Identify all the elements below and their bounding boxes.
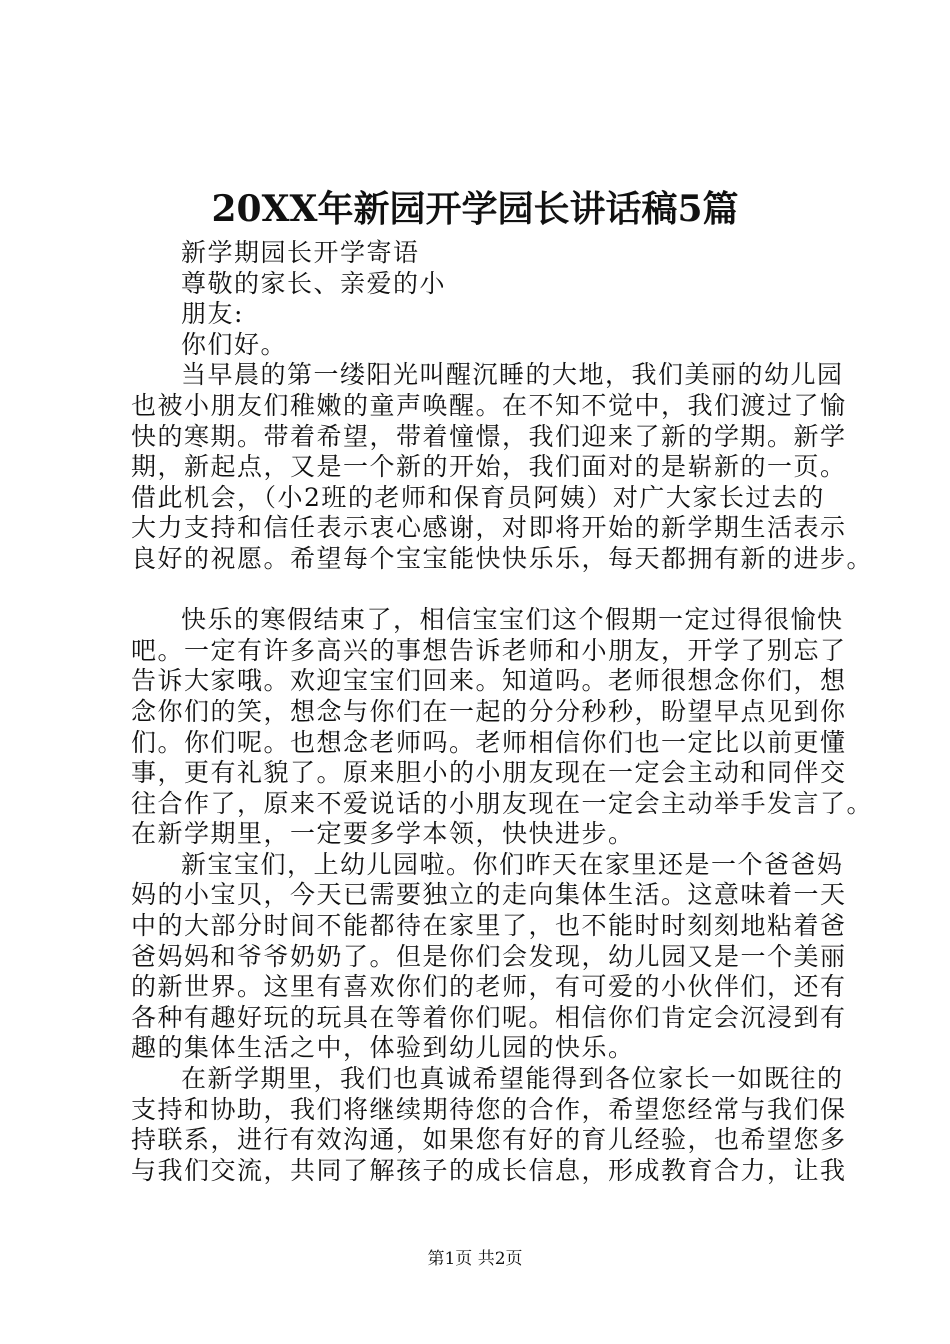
paragraph-gap <box>131 575 851 606</box>
paragraph-line: 的新世界。这里有喜欢你们的老师，有可爱的小伙伴们，还有 <box>131 972 847 1002</box>
paragraph-line: 往合作了，原来不爱说话的小朋友现在一定会主动举手发言了。 <box>131 788 874 818</box>
greeting-line: 你们好。 <box>181 329 288 359</box>
body-text <box>131 238 874 1186</box>
page-footer: 第1页 共2页 <box>427 1249 523 1269</box>
paragraph-line: 与我们交流，共同了解孩子的成长信息，形成教育合力，让我 <box>131 1155 847 1185</box>
paragraph-line: 念你们的笑，想念与你们在一起的分分秒秒，盼望早点见到你 <box>131 696 847 726</box>
paragraph-line: 良好的祝愿。希望每个宝宝能快快乐乐，每天都拥有新的进步。 <box>131 543 874 573</box>
paragraph-line: 期，新起点，又是一个新的开始，我们面对的是崭新的一页。 <box>131 452 847 482</box>
paragraph-line: 当早晨的第一缕阳光叫醒沉睡的大地，我们美丽的幼儿园 <box>181 360 844 390</box>
paragraph-line: 在新学期里，一定要多学本领，快快进步。 <box>131 819 635 849</box>
salutation-line: 尊敬的家长、亲爱的小 <box>181 268 447 298</box>
paragraph-line: 各种有趣好玩的玩具在等着你们呢。相信你们肯定会沉浸到有 <box>131 1002 847 1032</box>
paragraph-line: 们。你们呢。也想念老师吗。老师相信你们也一定比以前更懂 <box>131 727 847 757</box>
paragraph-line: 在新学期里，我们也真诚希望能得到各位家长一如既往的 <box>181 1064 844 1094</box>
paragraph-line: 支持和协助，我们将继续期待您的合作，希望您经常与我们保 <box>131 1094 847 1124</box>
paragraph-line: 趣的集体生活之中，体验到幼儿园的快乐。 <box>131 1033 635 1063</box>
paragraph-line: 也被小朋友们稚嫩的童声唤醒。在不知不觉中，我们渡过了愉 <box>131 390 847 420</box>
paragraph-line: 大力支持和信任表示衷心感谢，对即将开始的新学期生活表示 <box>131 513 847 543</box>
paragraph-line: 持联系，进行有效沟通，如果您有好的育儿经验，也希望您多 <box>131 1125 847 1155</box>
paragraph-line: 妈的小宝贝，今天已需要独立的走向集体生活。这意味着一天 <box>131 880 847 910</box>
paragraph-line: 吧。一定有许多高兴的事想告诉老师和小朋友，开学了别忘了 <box>131 635 847 665</box>
paragraph-line: 中的大部分时间不能都待在家里了，也不能时时刻刻地粘着爸 <box>131 911 847 941</box>
paragraph-line: 事，更有礼貌了。原来胆小的小朋友现在一定会主动和同伴交 <box>131 758 847 788</box>
page-title: 20XX年新园开学园长讲话稿5篇 <box>211 188 739 230</box>
subtitle-line: 新学期园长开学寄语 <box>181 238 420 267</box>
paragraph-line: 新宝宝们，上幼儿园啦。你们昨天在家里还是一个爸爸妈 <box>181 849 844 879</box>
paragraph-line: 快的寒期。带着希望，带着憧憬，我们迎来了新的学期。新学 <box>131 421 847 451</box>
salutation-line: 朋友: <box>181 299 244 329</box>
paragraph-line: 告诉大家哦。欢迎宝宝们回来。知道吗。老师很想念你们，想 <box>131 666 847 696</box>
paragraph-line: 爸妈妈和爷爷奶奶了。但是你们会发现，幼儿园又是一个美丽 <box>131 941 847 971</box>
paragraph-line: 借此机会，（小2班的老师和保育员阿姨）对广大家长过去的 <box>131 482 825 512</box>
paragraph-line: 快乐的寒假结束了，相信宝宝们这个假期一定过得很愉快 <box>181 605 844 635</box>
